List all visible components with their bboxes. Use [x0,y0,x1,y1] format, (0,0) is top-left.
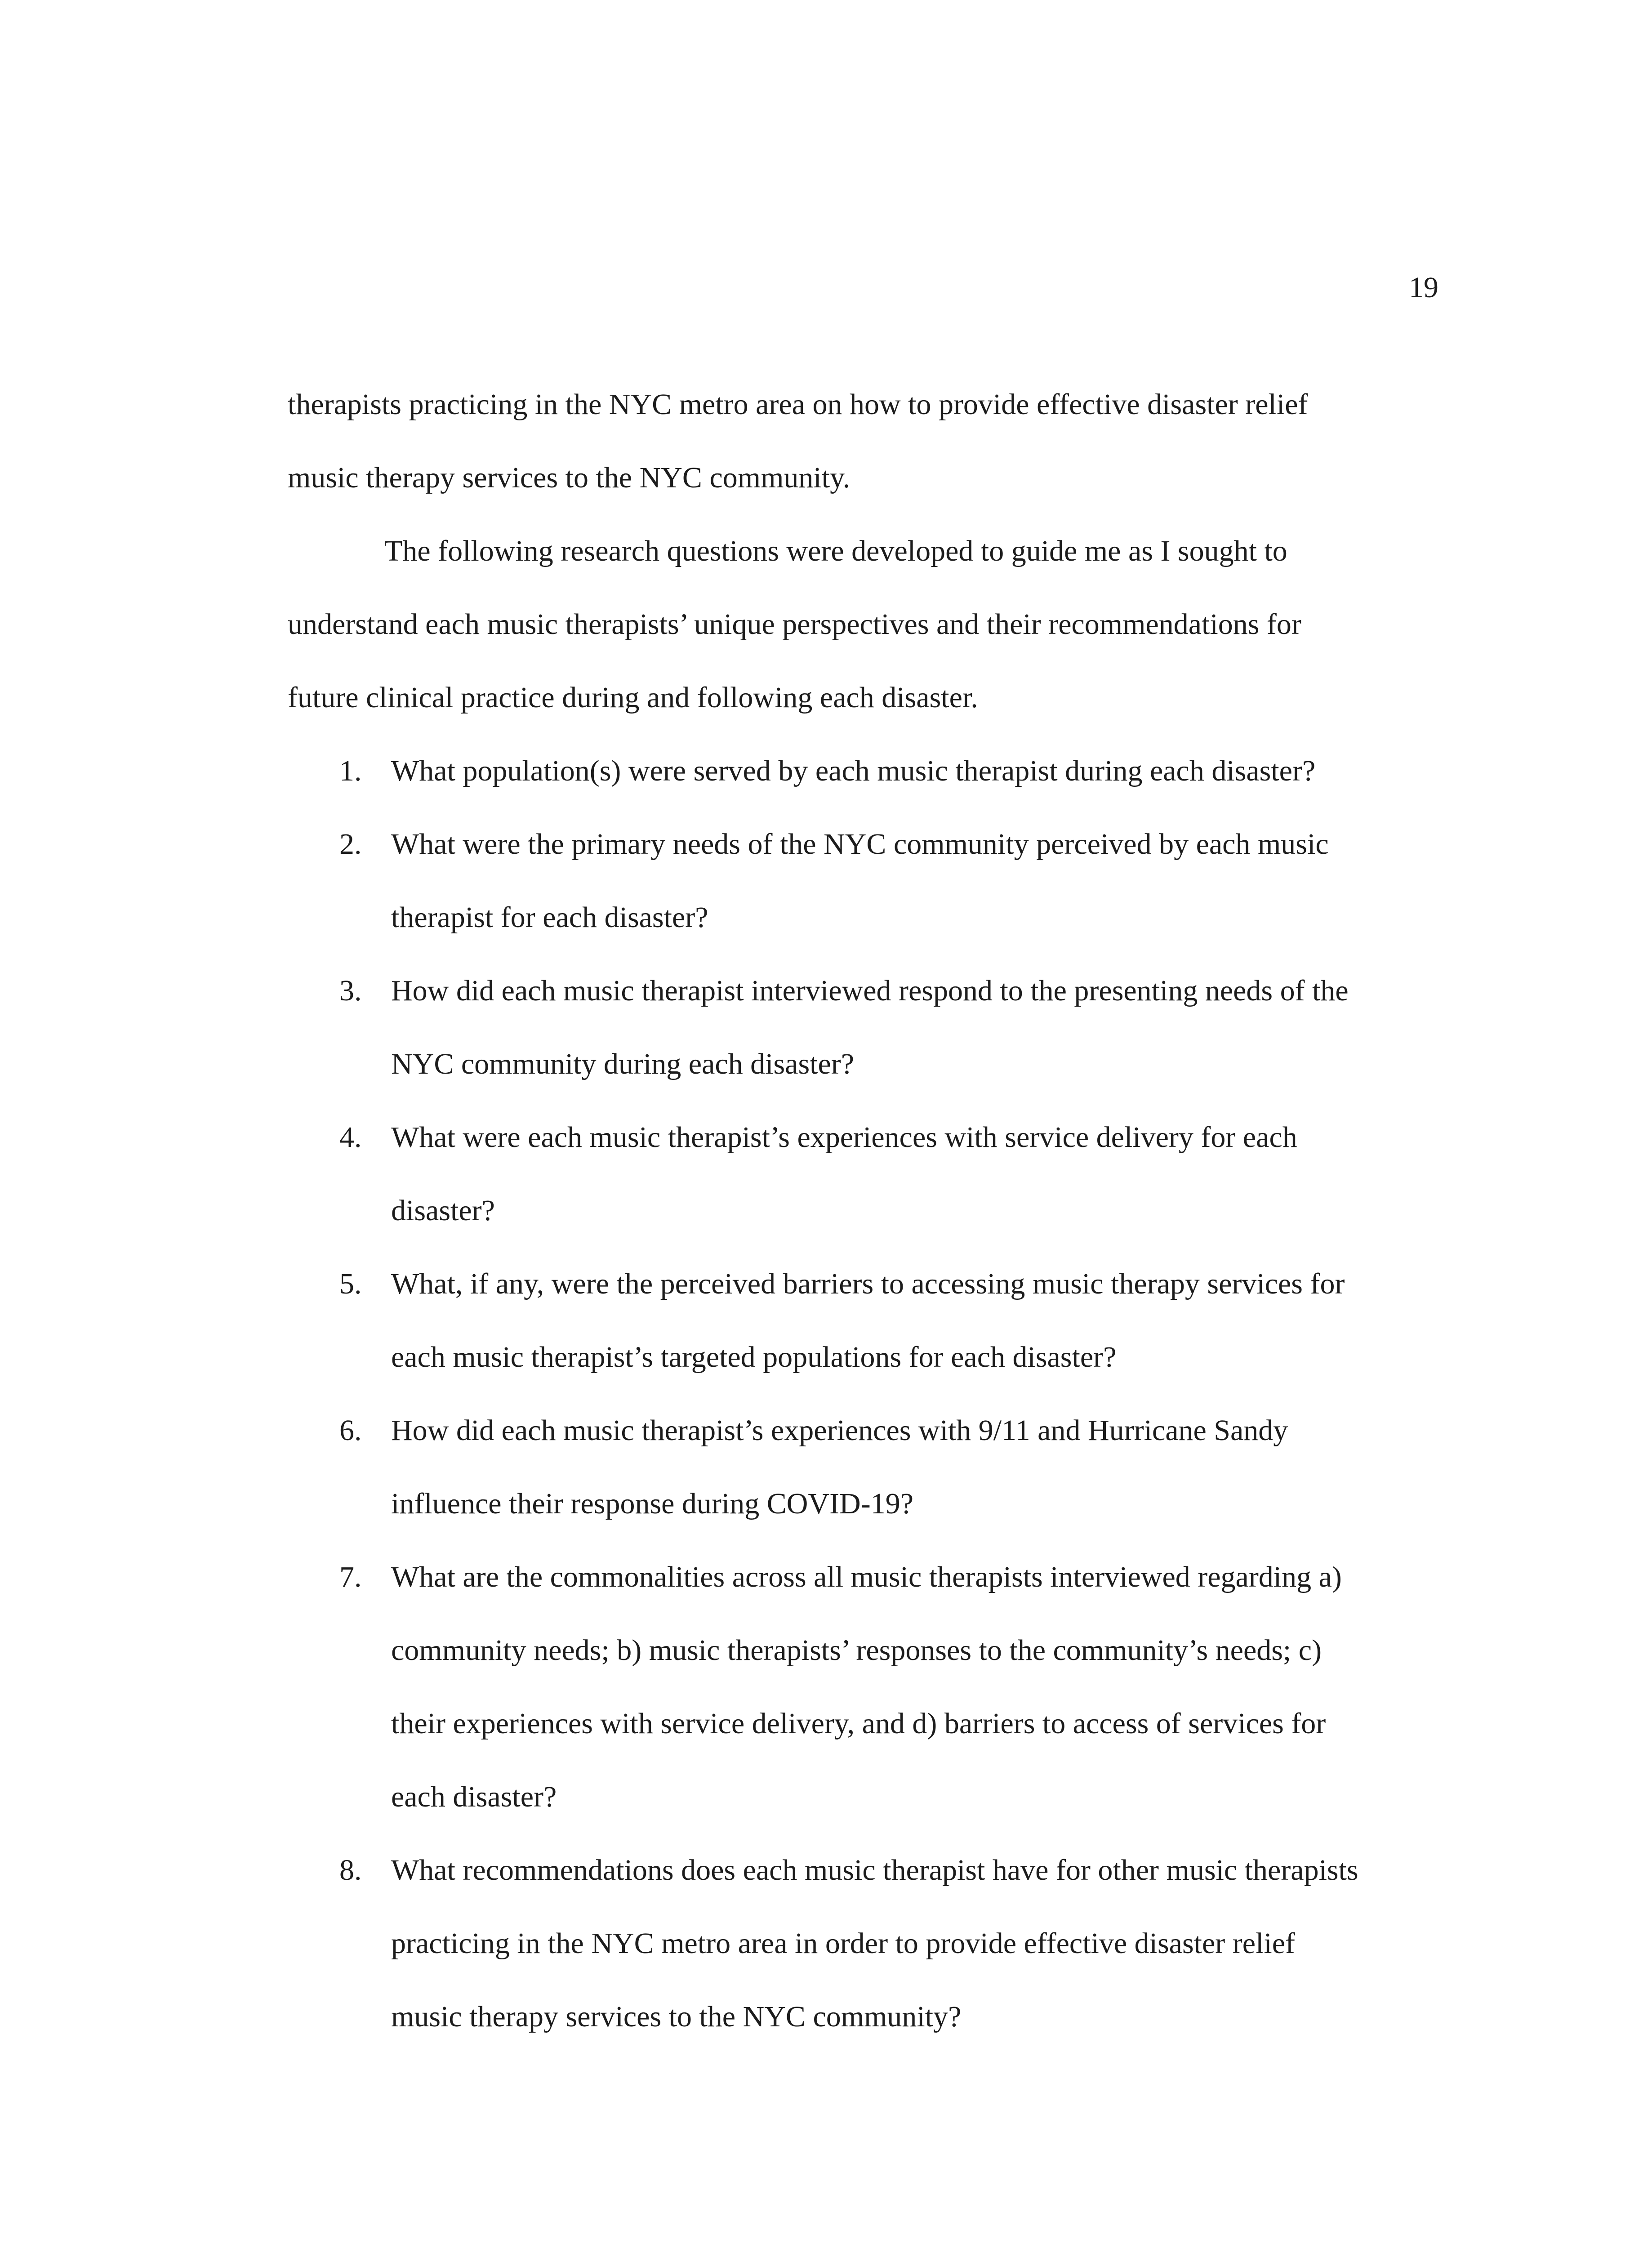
research-questions-intro [288,514,1479,734]
question-line: How did each music therapist interviewed respond to the presenting needs of the [391,974,1349,1007]
question-number: 2. [339,828,362,861]
question-line: their experiences with service delivery, and d) barriers to access of services for [391,1707,1326,1740]
research-question-5 [288,1247,1479,1394]
question-line: practicing in the NYC metro area in order to provide effective disaster relief [391,1927,1295,1960]
paragraph-line: music therapy services to the NYC community. [288,461,850,494]
question-line: What were the primary needs of the NYC community perceived by each music [391,828,1329,861]
question-line: What were each music therapist’s experiences with service delivery for each [391,1121,1297,1154]
question-number: 3. [339,974,362,1007]
research-question-1 [288,734,1479,807]
research-question-6 [288,1394,1479,1540]
paragraph-line: future clinical practice during and following each disaster. [288,681,978,714]
research-questions-list [288,734,1479,2053]
question-number: 7. [339,1561,362,1593]
research-question-3 [288,954,1479,1101]
research-question-2 [288,807,1479,954]
paragraph-line: understand each music therapists’ unique perspectives and their recommendations for [288,608,1301,641]
question-line: What, if any, were the perceived barriers to accessing music therapy services for [391,1267,1345,1300]
question-line: music therapy services to the NYC community? [391,2000,962,2033]
question-line: What recommendations does each music therapist have for other music therapists [391,1854,1358,1887]
question-line: How did each music therapist’s experiences with 9/11 and Hurricane Sandy [391,1414,1288,1447]
research-question-7 [288,1540,1479,1833]
question-line: influence their response during COVID-19? [391,1487,913,1520]
question-number: 4. [339,1121,362,1154]
question-line: each music therapist’s targeted populations for each disaster? [391,1341,1117,1374]
page-number: 19 [1409,271,1438,304]
question-number: 8. [339,1854,362,1887]
question-number: 5. [339,1267,362,1300]
question-line: therapist for each disaster? [391,901,708,934]
paragraph-line: The following research questions were developed to guide me as I sought to [384,535,1287,567]
paragraph-line: therapists practicing in the NYC metro area on how to provide effective disaster relief [288,388,1308,421]
document-body [288,368,1479,2053]
question-number: 6. [339,1414,362,1447]
research-question-8 [288,1833,1479,2053]
question-line: NYC community during each disaster? [391,1048,855,1080]
question-line: What population(s) were served by each music therapist during each disaster? [391,754,1316,787]
question-line: What are the commonalities across all music therapists interviewed regarding a) [391,1561,1342,1593]
question-line: each disaster? [391,1780,557,1813]
question-line: disaster? [391,1194,495,1227]
question-number: 1. [339,754,362,787]
intro-paragraph [288,368,1479,514]
question-line: community needs; b) music therapists’ responses to the community’s needs; c) [391,1634,1322,1667]
research-question-4 [288,1101,1479,1247]
